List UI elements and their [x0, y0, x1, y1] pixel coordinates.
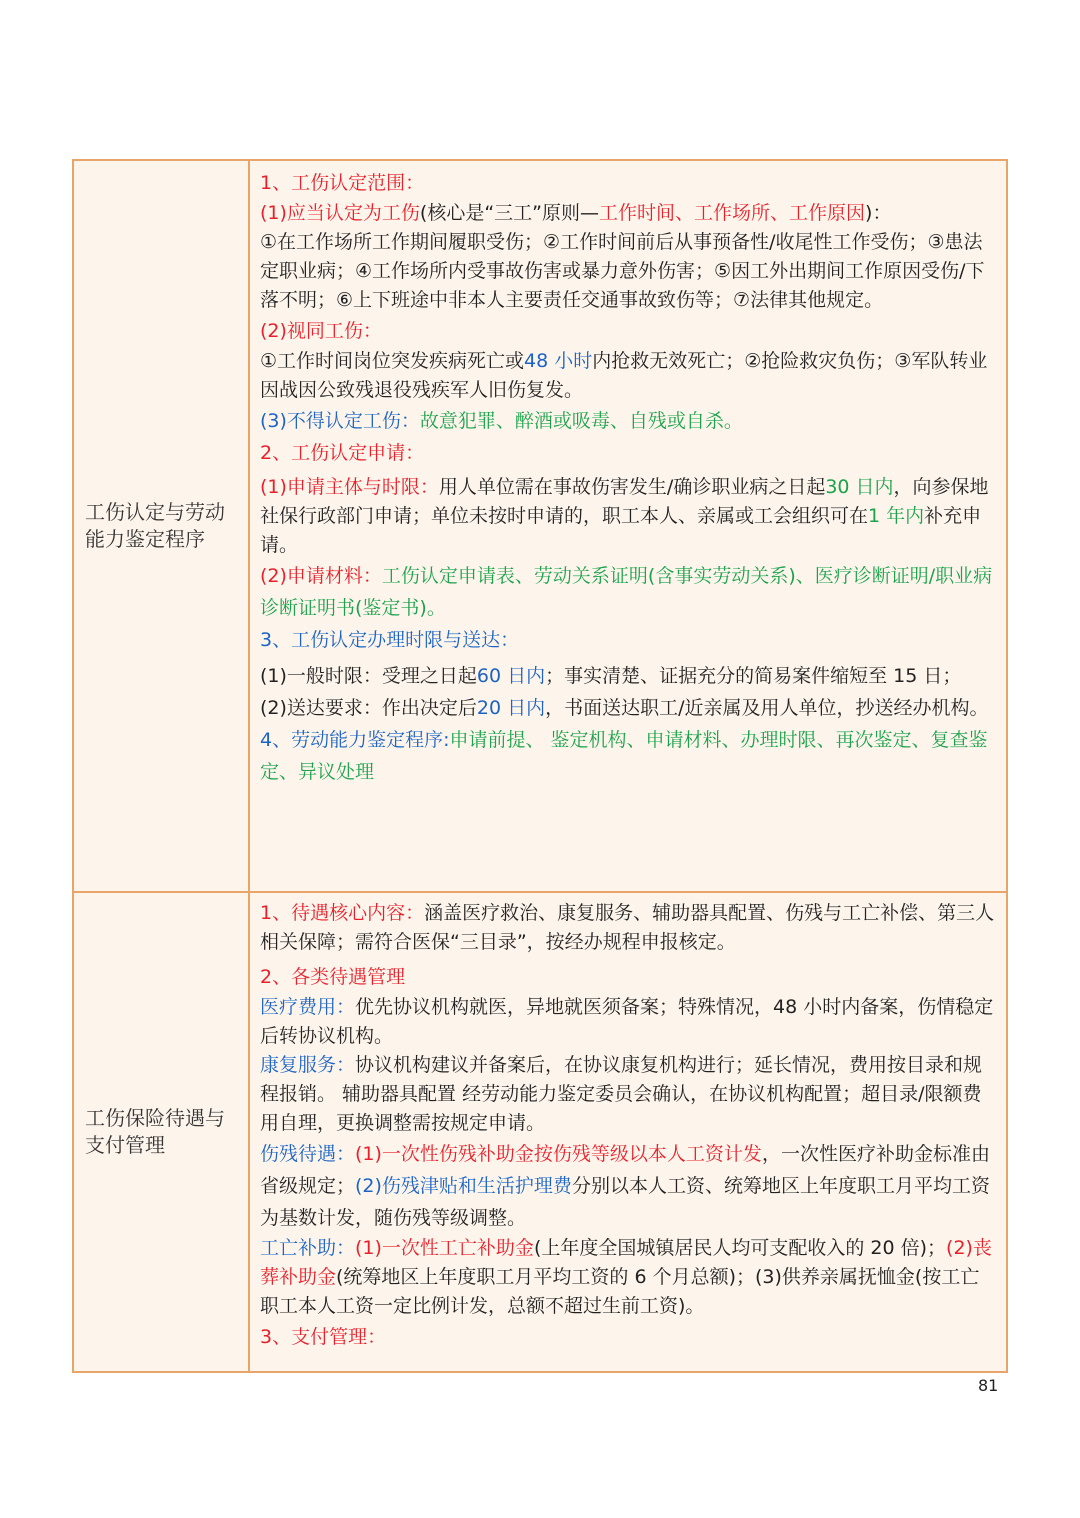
text-span: ，向参保地社保行政部门申请；单位未按时申请的，职工本人、亲属或工会组织可在 — [260, 476, 989, 527]
paragraph-rehabilitation — [260, 1051, 996, 1138]
text-span: 优先协议机构就医，异地就医须备案；特殊情况，48 小时内备案，伤情稳定后转协议机构。 — [260, 996, 994, 1047]
text-span: 申请前提、 鉴定机构、申请材料、办理时限、再次鉴定、复查鉴定、异议处理 — [260, 729, 988, 783]
text-span: 协议机构建议并备案后，在协议康复机构进行；延长情况，费用按目录和规程报销。 辅助器具配置 经劳动能力鉴定委员会确认，在协议机构配置；超目录/限额费用自理，更换调整需按规定申请。 — [260, 1054, 983, 1134]
text-span: 工亡补助： — [260, 1237, 356, 1259]
paragraph-should-recognize — [260, 199, 996, 228]
text-span: 内抢救无效死亡；②抢险救灾负伤；③军队转业因战因公致残退役残疾军人旧伤复发。 — [260, 350, 988, 401]
text-span: ，一次性医疗补助金标准由省级规定； — [260, 1143, 990, 1197]
paragraph-not-recognized — [260, 405, 996, 437]
subsection-title-deemed: (2)视同工伤： — [260, 320, 382, 342]
section-title-processing: 3、工伤认定办理时限与送达： — [260, 629, 520, 651]
section-title-payment: 3、支付管理： — [260, 1326, 387, 1348]
text-span: 补充申请。 — [260, 505, 982, 556]
paragraph-deemed — [260, 347, 996, 405]
text-span: (1)申请主体与时限： — [260, 476, 439, 498]
text-span: (2)伤残津贴和生活护理费 — [355, 1175, 572, 1197]
text-span: (3)供养亲属抚恤金(按工亡职工本人工资一定比例计发，总额不超过生前工资)。 — [260, 1266, 980, 1317]
paragraph-ability-assessment — [260, 724, 996, 788]
text-span: 4、劳动能力鉴定程序: — [260, 729, 450, 751]
text-span: 康复服务： — [260, 1054, 356, 1076]
text-span: 48 小时 — [524, 350, 593, 372]
text-span: 医疗费用： — [260, 996, 356, 1018]
section-title-scope: 1、工伤认定范围： — [260, 172, 425, 194]
content-table — [72, 159, 1008, 1373]
paragraph-disability — [260, 1138, 996, 1234]
text-span: (1)应当认定为工伤 — [260, 202, 420, 224]
text-span: (1)一次性工亡补助金 — [355, 1237, 534, 1259]
text-span: (上年度全国城镇居民人均可支配收入的 20 倍)； — [533, 1237, 947, 1259]
text-span: 1 年内 — [868, 505, 925, 527]
text-span: ；事实清楚、证据充分的简易案件缩短至 15 日； — [545, 665, 962, 687]
text-span: 工作时间、工作场所、工作原因 — [599, 202, 866, 224]
row-label-injury-recognition: 工伤认定与劳动能力鉴定程序 — [73, 160, 249, 892]
text-span: 故意犯罪、醉酒或吸毒、自残或自杀。 — [419, 410, 743, 432]
text-span: 1、待遇核心内容： — [260, 902, 425, 924]
text-span: 涵盖医疗救治、康复服务、辅助器具配置、伤残与工亡补偿、第三人相关保障；需符合医保“三目录”，按经办规程申报核定。 — [260, 902, 995, 953]
section-title-benefit-management: 2、各类待遇管理 — [260, 966, 406, 988]
text-span: 伤残待遇： — [260, 1143, 356, 1165]
text-span: 用人单位需在事故伤害发生/确诊职业病之日起 — [438, 476, 826, 498]
text-span: 30 日内 — [825, 476, 894, 498]
text-span: 20 日内 — [476, 697, 546, 719]
section-title-application: 2、工伤认定申请： — [260, 442, 425, 464]
text-span: ①工作时间岗位突发疾病死亡或 — [260, 350, 525, 372]
paragraph-materials — [260, 560, 996, 624]
row-content-injury-recognition — [249, 160, 1007, 892]
text-span: )： — [865, 202, 892, 224]
page-number: 81 — [978, 1376, 999, 1395]
paragraph-core-content — [260, 899, 996, 957]
text-span: (3)不得认定工伤： — [260, 410, 420, 432]
text-span: (核心是“三工”原则— — [419, 202, 600, 224]
table-row — [73, 160, 1007, 892]
paragraph-scope-list: ①在工作场所工作期间履职受伤；②工作时间前后从事预备性/收尾性工作受伤；③患法定职业病；④工作场所内受事故伤害或暴力意外伤害；⑤因工外出期间工作原因受伤/下落不明；⑥上下班途中非本人主要责任交通事故致伤等；⑦法律其他规定。 — [260, 231, 985, 311]
table-row — [73, 892, 1007, 1372]
text-span: ，书面送达职工/近亲属及用人单位，抄送经办机构。 — [545, 697, 989, 719]
paragraph-general-time — [260, 660, 996, 692]
text-span: 分别以本人工资、统筹地区上年度职工月平均工资为基数计发，随伤残等级调整。 — [260, 1175, 990, 1229]
text-span: (1)一般时限：受理之日起 — [260, 665, 477, 687]
text-span: (统筹地区上年度职工月平均工资的 6 个月总额)； — [336, 1266, 756, 1288]
text-span: 60 日内 — [476, 665, 546, 687]
text-span: (2)丧葬补助金 — [260, 1237, 992, 1288]
text-span: (2)申请材料： — [260, 565, 382, 587]
row-content-benefits — [249, 892, 1007, 1372]
text-span: 工伤认定申请表、劳动关系证明(含事实劳动关系)、医疗诊断证明/职业病诊断证明书(鉴定书)。 — [260, 565, 993, 619]
paragraph-subject-time — [260, 473, 996, 560]
text-span: (2)送达要求：作出决定后 — [260, 697, 477, 719]
row-label-benefits: 工伤保险待遇与支付管理 — [73, 892, 249, 1372]
text-span: (1)一次性伤残补助金按伤残等级以本人工资计发 — [355, 1143, 762, 1165]
paragraph-death-benefit — [260, 1234, 996, 1321]
paragraph-delivery — [260, 692, 996, 724]
paragraph-medical-costs — [260, 993, 996, 1051]
